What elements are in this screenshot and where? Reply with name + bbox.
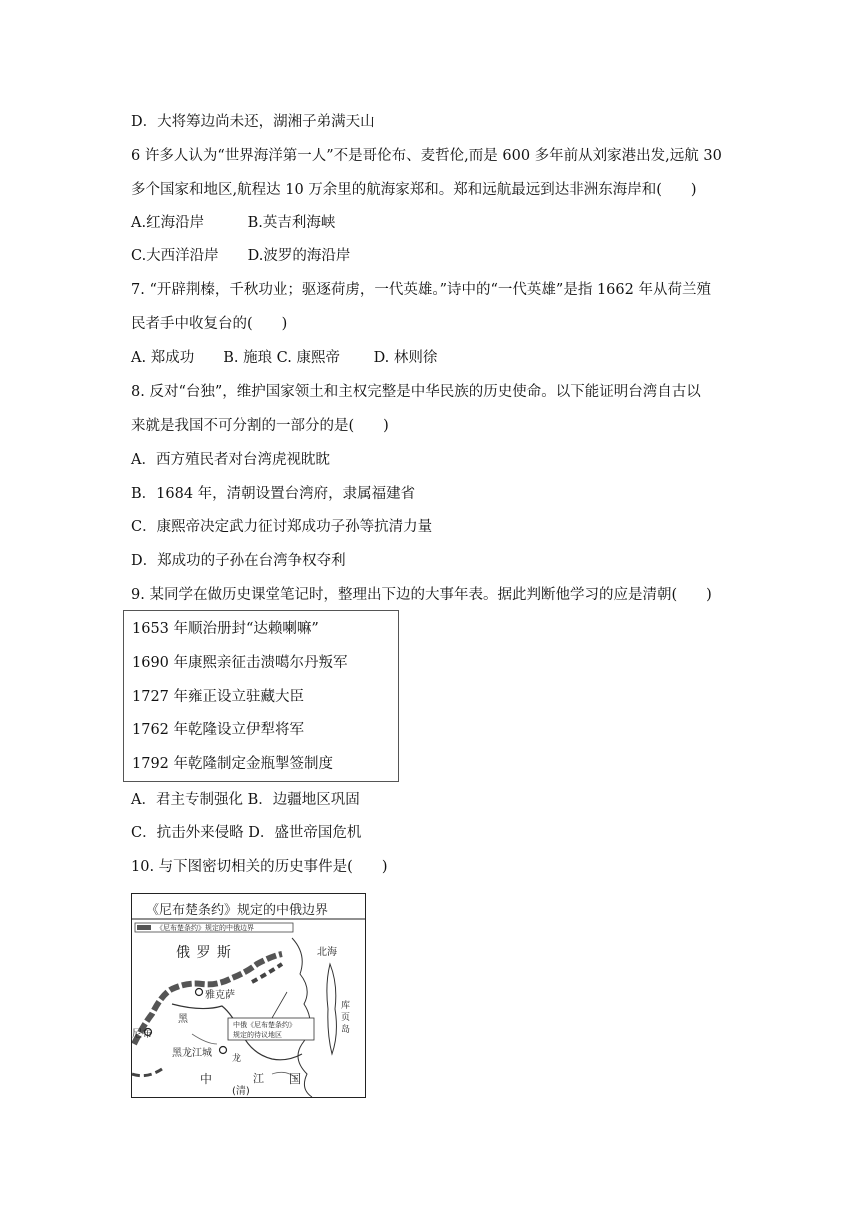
map-label-yakesa: 雅克萨 (205, 990, 235, 1001)
question-9-options-ab: A．君主专制强化 B．边疆地区巩固 (131, 792, 360, 808)
map-label-beihai: 北海 (317, 947, 337, 958)
map-label-dao: 岛 (341, 1025, 351, 1035)
map-label-russia: 俄 罗 斯 (176, 945, 232, 961)
map-label-heilongjiang-city: 黑龙江城 (172, 1048, 212, 1059)
map-note-line-2: 规定的待议地区 (233, 1031, 282, 1039)
heilongjiang-city-marker (220, 1047, 227, 1054)
map-label-long: 龙 (232, 1054, 242, 1064)
map-label-ye: 页 (341, 1013, 351, 1023)
timeline-item: 1653 年顺治册封“达赖喇嘛” (132, 621, 319, 637)
question-6-stem-1: 6 许多人认为“世界海洋第一人”不是哥伦布、麦哲伦,而是 600 多年前从刘家港出发,远航 30 (131, 148, 722, 164)
question-10-stem: 10. 与下图密切相关的历史事件是( ) (131, 859, 388, 875)
timeline-item: 1690 年康熙亲征击溃噶尔丹叛军 (132, 655, 348, 671)
question-d-option: D．大将筹边尚未还，湖湘子弟满天山 (131, 114, 375, 130)
timeline-item: 1762 年乾隆设立伊犁将军 (132, 722, 305, 738)
timeline-box (123, 610, 399, 782)
question-9-options-cd: C．抗击外来侵略 D．盛世帝国危机 (131, 825, 362, 841)
timeline-item: 1727 年雍正设立驻藏大臣 (132, 689, 305, 705)
question-8-stem-2: 来就是我国不可分割的一部分的是( ) (131, 418, 389, 434)
map-note-line-1: 中俄《尼布楚条约》 (233, 1021, 296, 1029)
question-8-option-c: C．康熙帝决定武力征讨郑成功子孙等抗清力量 (131, 519, 433, 535)
note-pointer (272, 992, 287, 1018)
question-8-stem-1: 8. 反对“台独”，维护国家领土和主权完整是中华民族的历史使命。以下能证明台湾自古以 (131, 384, 701, 400)
question-8-option-d: D．郑成功的子孙在台湾争权夺利 (131, 553, 346, 569)
map-label-ku: 库 (341, 1001, 351, 1011)
map-label-guo: 国 (289, 1072, 302, 1086)
map-title: 《尼布楚条约》规定的中俄边界 (146, 903, 329, 918)
map-label-zhong: 中 (200, 1072, 213, 1086)
sakhalin-island (327, 964, 337, 1054)
question-7-options: A. 郑成功 B. 施琅 C. 康熙帝 D. 林则徐 (131, 350, 438, 366)
yakesa-marker (196, 989, 203, 996)
map-label-qing: (清) (232, 1086, 250, 1097)
question-8-option-b: B．1684 年，清朝设置台湾府，隶属福建省 (131, 486, 416, 502)
question-8-option-a: A．西方殖民者对台湾虎视眈眈 (131, 452, 330, 468)
map-label-hei: 黑 (178, 1014, 188, 1025)
question-6-options-cd: C.大西洋沿岸 D.波罗的海沿岸 (131, 248, 351, 264)
map-legend-label: 《尼布楚条约》规定的中俄边界 (156, 924, 254, 932)
question-7-stem-1: 7. “开辟荆榛，千秋功业；驱逐荷虏，一代英雄。”诗中的“一代英雄”是指 1662 年从荷兰殖 (131, 282, 711, 298)
question-9-stem: 9. 某同学在做历史课堂笔记时，整理出下边的大事年表。据此判断他学习的应是清朝( ) (131, 587, 712, 603)
map-label-nerchinsk: 尼布 (132, 1029, 152, 1040)
map-label-jiang: 江 (253, 1072, 264, 1085)
question-6-options-ab: A.红海沿岸 B.英吉利海峡 (131, 215, 336, 231)
river (192, 1034, 217, 1044)
nerchinsk-treaty-map (131, 893, 366, 1098)
frontier-dash (132, 1069, 162, 1076)
question-6-stem-2: 多个国家和地区,航程达 10 万余里的航海家郑和。郑和远航最远到达非洲东海岸和( ) (131, 182, 697, 198)
legend-swatch (137, 925, 151, 930)
question-7-stem-2: 民者手中收复台的( ) (131, 316, 288, 332)
timeline-item: 1792 年乾隆制定金瓶掣签制度 (132, 756, 334, 772)
